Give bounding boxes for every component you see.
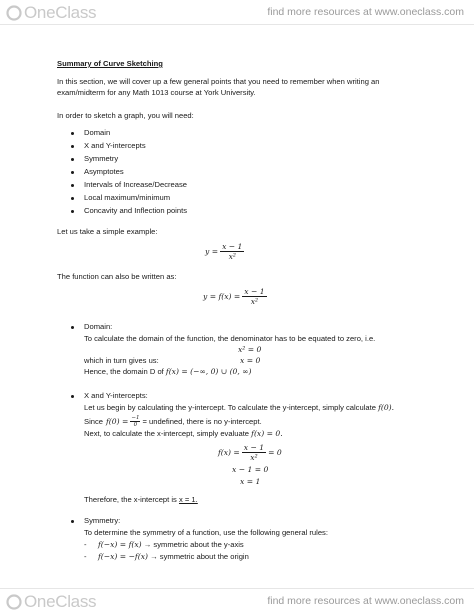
domain-heading: Domain:: [84, 322, 113, 331]
doc-title: Summary of Curve Sketching: [57, 59, 163, 68]
bullet: [71, 197, 74, 200]
find-resources-link-bottom[interactable]: find more resources at www.oneclass.com: [267, 595, 464, 607]
intercepts-eq-a: [218, 443, 282, 462]
bullet: [71, 395, 74, 398]
bullet: [71, 520, 74, 523]
need-item-domain: Domain: [84, 128, 111, 137]
eq2-denominator: x²: [250, 297, 259, 306]
intercepts-eq-a-den: x²: [250, 453, 258, 462]
symmetry-rule-2: [98, 552, 249, 562]
oneclass-logo-bottom[interactable]: [6, 592, 96, 612]
bullet: [71, 326, 74, 329]
domain-line-3: [84, 367, 252, 377]
bullet: [71, 132, 74, 135]
example-intro: Let us take a simple example:: [57, 227, 158, 236]
intercepts-eq-a-rhs: = 0: [268, 447, 282, 457]
intercepts-line-1-text: Let us begin by calculating the y-intercept. To calculate the y-intercept, simply calculate: [84, 403, 376, 412]
intercepts-therefore-value: x = 1.: [178, 495, 198, 504]
intercepts-eq-c: x = 1: [240, 477, 261, 486]
need-item-local-extrema: Local maximum/minimum: [84, 193, 171, 202]
symmetry-rule-2-dash: -: [84, 552, 87, 561]
intercepts-therefore: [84, 495, 198, 505]
need-intro: In order to sketch a graph, you will need:: [57, 111, 194, 120]
intercepts-eq-a-lhs: f(x) =: [218, 447, 240, 457]
need-item-asymptotes: Asymptotes: [84, 167, 124, 176]
need-item-intercepts: X and Y-intercepts: [84, 141, 146, 150]
find-resources-link[interactable]: find more resources at www.oneclass.com: [267, 6, 464, 18]
logo-text: OneClass: [24, 3, 97, 22]
intercepts-eq-a-num: x − 1: [243, 443, 265, 452]
intercepts-therefore-text: Therefore, the x-intercept is: [84, 495, 177, 504]
domain-eq-a: x² = 0: [238, 345, 262, 354]
bullet: [71, 145, 74, 148]
intercepts-eq-b: x − 1 = 0: [232, 465, 269, 474]
bullet: [71, 158, 74, 161]
domain-line-2: which in turn gives us:: [84, 356, 159, 365]
equation-1: [205, 242, 246, 261]
intercepts-line-3: [84, 429, 283, 439]
eq1-numerator: x − 1: [222, 242, 243, 251]
equation-2: [203, 287, 269, 306]
intercepts-line-2-frac: [130, 415, 140, 428]
symmetry-heading: Symmetry:: [84, 516, 121, 525]
intercepts-frac-num: −1: [131, 415, 140, 421]
symmetry-line-1: To determine the symmetry of a function, use the following general rules:: [84, 528, 328, 537]
intercepts-line-2-math: f(0) =: [106, 416, 129, 426]
eq1-denominator: x²: [228, 252, 236, 261]
symmetry-rule-1-text: → symmetric about the y-axis: [143, 540, 244, 549]
logo-text: OneClass: [24, 592, 97, 611]
bullet: [71, 184, 74, 187]
domain-line-3-text: Hence, the domain D of: [84, 367, 164, 376]
domain-line-3-math: f(x) = (−∞, 0) ∪ (0, ∞): [165, 367, 252, 376]
bullet: [71, 210, 74, 213]
intercepts-frac-den: 0: [133, 422, 138, 428]
domain-line-1: To calculate the domain of the function, the denominator has to be equated to zero, i.e.: [84, 334, 376, 343]
eq2-lhs: y = f(x) =: [203, 291, 241, 301]
intercepts-line-1: [84, 403, 394, 413]
symmetry-rule-2-text: → symmetric about the origin: [150, 552, 249, 561]
intercepts-line-3-text: Next, to calculate the x-intercept, simply evaluate: [84, 429, 250, 438]
intercepts-line-3-math: f(x) = 0.: [251, 429, 283, 438]
eq2-numerator: x − 1: [244, 287, 265, 296]
oneclass-logo-icon: [6, 594, 22, 610]
intro-line-2: exam/midterm for any Math 1013 course at York University.: [57, 88, 256, 97]
bullet: [71, 171, 74, 174]
intercepts-line-1-math: f(0).: [378, 403, 395, 412]
intercepts-line-2-text: Since: [84, 416, 103, 426]
symmetry-rule-1-dash: -: [84, 540, 87, 549]
symmetry-rule-1: [98, 540, 244, 550]
eq1-lhs: y =: [205, 246, 219, 256]
intercepts-line-2-post: = undefined, there is no y-intercept.: [142, 416, 262, 426]
bottom-brand-bar: [0, 589, 474, 613]
domain-eq-b: x = 0: [240, 356, 261, 365]
alt-intro: The function can also be written as:: [57, 272, 177, 281]
symmetry-rule-2-math: f(−x) = −f(x): [98, 552, 148, 561]
intercepts-heading: X and Y-intercepts:: [84, 391, 148, 400]
need-item-intervals: Intervals of Increase/Decrease: [84, 180, 187, 189]
symmetry-rule-1-math: f(−x) = f(x): [98, 540, 142, 549]
need-item-concavity: Concavity and Inflection points: [84, 206, 187, 215]
intercepts-line-2: [84, 415, 262, 428]
need-item-symmetry: Symmetry: [84, 154, 119, 163]
intro-line-1: In this section, we will cover up a few general points that you need to remember when writing an: [57, 77, 380, 86]
